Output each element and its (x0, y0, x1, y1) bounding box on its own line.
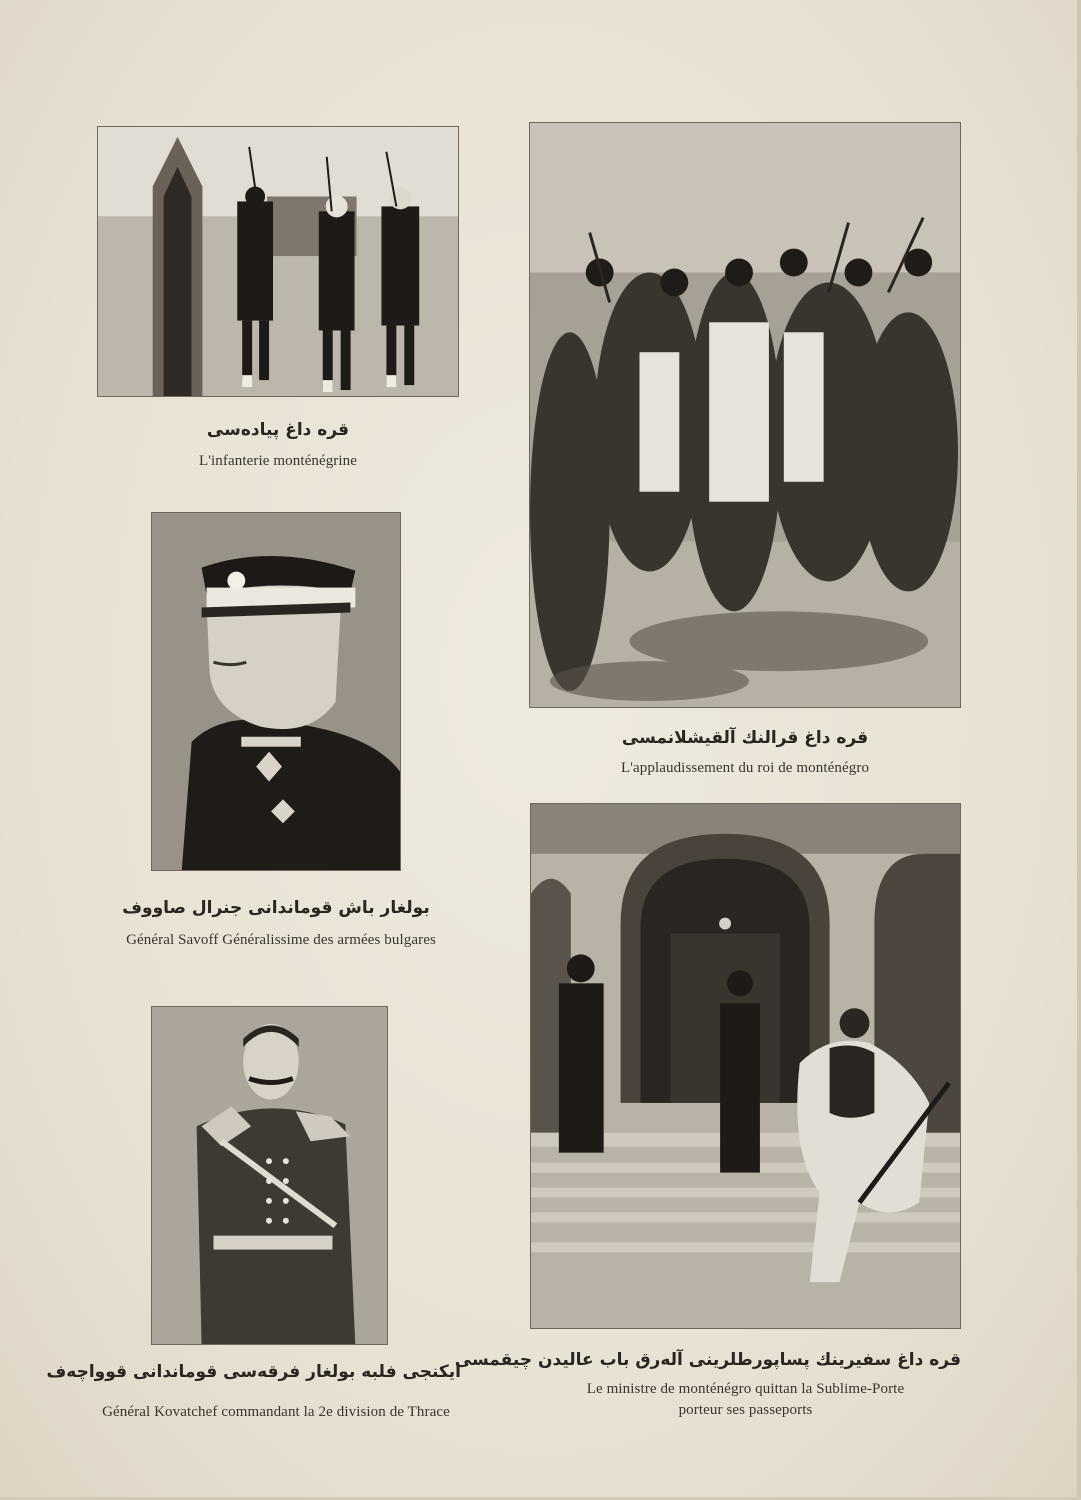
caption-infantry-turkish: قره داغ پیاده‌سی (206, 420, 350, 440)
photo-montenegrin-infantry (97, 126, 459, 397)
photo-general-savoff (151, 512, 401, 871)
photo-minister-sublime-porte (530, 803, 961, 1329)
caption-savoff-french: Général Savoff Généralissime des armées bulgares (126, 932, 436, 948)
caption-savoff-turkish: بولغار باش قوماندانی جنرال صاووف (122, 898, 430, 918)
photo-general-kovatchef (151, 1006, 388, 1345)
caption-minister-french-line2: porteur ses passeports (678, 1402, 813, 1418)
caption-infantry-french: L'infanterie monténégrine (198, 453, 358, 469)
caption-king-french: L'applaudissement du roi de monténégro (620, 760, 870, 776)
caption-king-turkish: قره داغ قرالنك آلقیشلانمسی (621, 728, 869, 748)
caption-minister-french-line1: Le ministre de monténégro quittan la Sublime-Porte (586, 1381, 905, 1397)
photo-king-applause (529, 122, 961, 708)
caption-kovatchef-turkish: ایکنجی فلبه بولغار فرقه‌سی قوماندانی قوواچه‌ف (46, 1362, 461, 1382)
caption-minister-turkish: قره داغ سفیرینك پساپورطلرینی آله‌رق باب عالیدن چیقمسی (454, 1350, 961, 1370)
page-edge (1077, 0, 1081, 1500)
caption-kovatchef-french: Général Kovatchef commandant la 2e division de Thrace (102, 1404, 450, 1420)
